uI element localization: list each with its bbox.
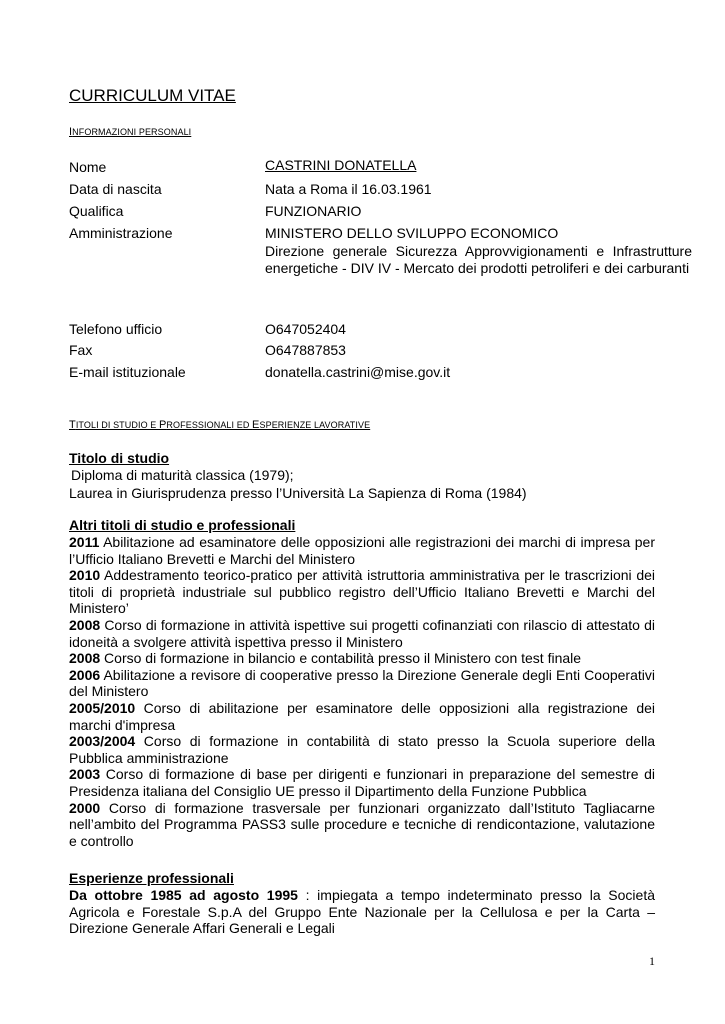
document-title: CURRICULUM VITAE <box>69 86 236 105</box>
title-entry: 2008 Corso di formazione in attività ispettive sui progetti cofinanziati con rilascio di attestato di idoneità a svolgere attività ispettiva presso il Ministero <box>69 616 655 650</box>
field-value-fax: O647887853 <box>265 342 346 358</box>
title-entry: 2006 Abilitazione a revisore di cooperative presso la Direzione Generale degli Enti Cooperativi del Ministero <box>69 666 655 700</box>
page-number: 1 <box>649 954 655 968</box>
field-value-birth: Nata a Roma il 16.03.1961 <box>265 181 432 197</box>
other-titles-list <box>69 534 655 849</box>
other-titles-heading: Altri titoli di studio e professionali <box>69 517 296 533</box>
field-label-administration: Amministrazione <box>69 225 173 241</box>
title-entry: 2005/2010 Corso di abilitazione per esaminatore delle opposizioni alla registrazione dei marchi d'impresa <box>69 699 655 733</box>
study-item: Diploma di maturità classica (1979); <box>71 467 294 483</box>
field-label-qualification: Qualifica <box>69 203 124 219</box>
title-entry: 2003/2004 Corso di formazione in contabilità di stato presso la Scuola superiore della Pubblica amministrazione <box>69 733 655 766</box>
title-entry: 2008 Corso di formazione in bilancio e contabilità presso il Ministero con test finale <box>69 650 582 667</box>
field-value-qualification: FUNZIONARIO <box>265 203 362 219</box>
section-heading-personal-info: INFORMAZIONI PERSONALI <box>69 126 192 138</box>
field-value-administration: MINISTERO DELLO SVILUPPO ECONOMICO <box>265 225 559 241</box>
study-item: Laurea in Giurisprudenza presso l’Università La Sapienza di Roma (1984) <box>69 485 527 501</box>
administration-detail: Direzione generale Sicurezza Approvvigionamenti e Infrastrutture energetiche - DIV IV - Mercato dei prodotti petroliferi e dei carburanti <box>265 243 692 276</box>
experience-heading: Esperienze professionali <box>69 870 234 886</box>
field-value-name: CASTRINI DONATELLA <box>265 157 417 173</box>
field-label-phone: Telefono ufficio <box>69 321 163 337</box>
experience-entry: Da ottobre 1985 ad agosto 1995 : impiegata a tempo indeterminato presso la Società Agricola e Forestale S.p.A del Gruppo Ente Nazionale per la Cellulosa e per la Carta – Direzione Generale Affari Generali e Legali <box>69 887 655 937</box>
title-entry: 2011 Abilitazione ad esaminatore delle opposizioni alle registrazioni dei marchi di impresa per l’Ufficio Italiano Brevetti e Marchi del Ministero <box>69 534 655 567</box>
field-value-phone: O647052404 <box>265 321 346 337</box>
field-label-birth: Data di nascita <box>69 181 162 197</box>
field-label-fax: Fax <box>69 342 93 358</box>
study-heading: Titolo di studio <box>69 450 170 466</box>
field-label-email: E-mail istituzionale <box>69 364 186 380</box>
title-entry: 2010 Addestramento teorico-pratico per attività istruttoria amministrativa per le trascrizioni dei titoli di proprietà industriale sul pubblico registro dell’Ufficio Italiano Brevetti e Marchi del Ministero’ <box>69 567 655 617</box>
field-label-name: Nome <box>69 159 107 175</box>
title-entry: 2000 Corso di formazione trasversale per funzionari organizzato dall’Istituto Tagliacarne nell’ambito del Programma PASS3 sulle procedure e tecniche di rendicontazione, valutazione e controllo <box>69 799 655 849</box>
field-value-email: donatella.castrini@mise.gov.it <box>265 364 451 380</box>
title-entry: 2003 Corso di formazione di base per dirigenti e funzionari in preparazione del semestre di Presidenza italiana del Consiglio UE presso il Dipartimento della Funzione Pubblica <box>69 766 655 799</box>
section-heading-titles-experience: TITOLI DI STUDIO E PROFESSIONALI ED ESPERIENZE LAVORATIVE <box>69 419 371 431</box>
